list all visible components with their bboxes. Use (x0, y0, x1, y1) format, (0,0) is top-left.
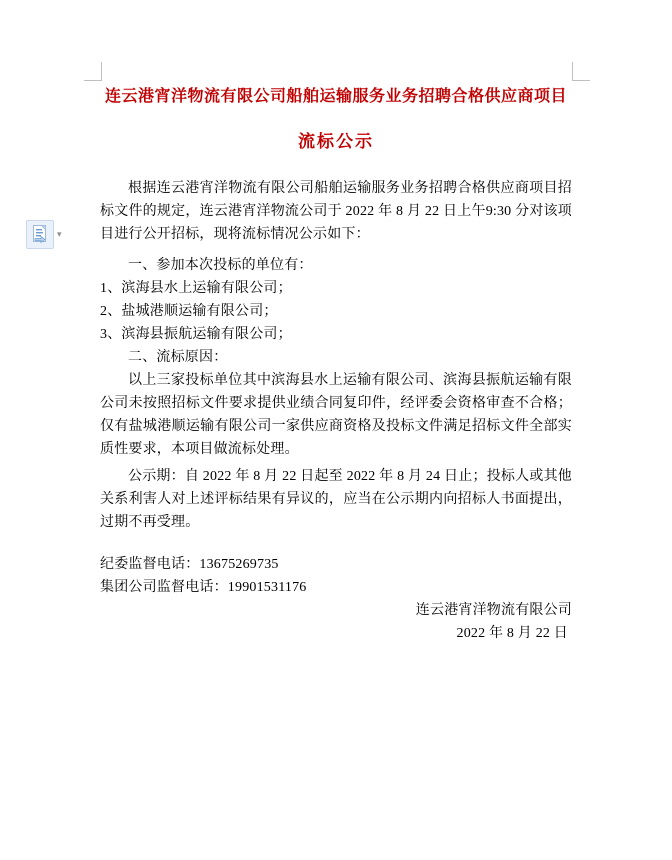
text-boundary-mark-top-left (84, 62, 102, 81)
paste-options-button[interactable] (26, 220, 62, 249)
document-subtitle: 流标公示 (298, 132, 374, 152)
notice-period-paragraph: 公示期：自 2022 年 8 月 22 日起至 2022 年 8 月 24 日止；投标人或其他关系利害人对上述评标结果有异议的，应当在公示期内向招标人书面提出，过期不再受理。 (100, 469, 572, 530)
chevron-down-icon[interactable]: ▾ (57, 230, 62, 240)
section2-heading: 二、流标原因： (128, 350, 228, 365)
supervision-phones (100, 553, 572, 599)
section1-heading: 一、参加本次投标的单位有： (128, 258, 313, 273)
intro-paragraph: 根据连云港宵洋物流有限公司船舶运输服务业务招聘合格供应商项目招标文件的规定，连云港宵洋物流公司于 2022 年 8 月 22 日上午9:30 分对该项目进行公开招标，现将流标情况公示如下： (100, 181, 572, 242)
document-content (100, 84, 572, 645)
bidder-list-item: 3、滨海县振航运输有限公司； (100, 327, 292, 342)
discipline-phone-line: 纪委监督电话：13675269735 (100, 557, 279, 572)
document-title: 连云港宵洋物流有限公司船舶运输服务业务招聘合格供应商项目 (104, 86, 567, 105)
text-boundary-mark-top-right (572, 62, 590, 81)
group-phone-line: 集团公司监督电话：19901531176 (100, 580, 307, 595)
section2-body: 以上三家投标单位其中滨海县水上运输有限公司、滨海县振航运输有限公司未按照招标文件要求提供业绩合同复印件，经评委会资格审查不合格；仅有盐城港顺运输有限公司一家供应商资格及投标文件满足招标文件全部实质性要求，本项目做流标处理。 (100, 373, 572, 457)
bidder-list-item: 1、滨海县水上运输有限公司； (100, 281, 292, 296)
signature-company: 连云港宵洋物流有限公司 (415, 603, 572, 618)
clipboard-paste-icon-glyph (30, 224, 50, 245)
clipboard-paste-icon[interactable] (26, 220, 54, 249)
bidder-list-item: 2、盐城港顺运输有限公司； (100, 304, 278, 319)
signature-date: 2022 年 8 月 22 日 (456, 626, 568, 641)
